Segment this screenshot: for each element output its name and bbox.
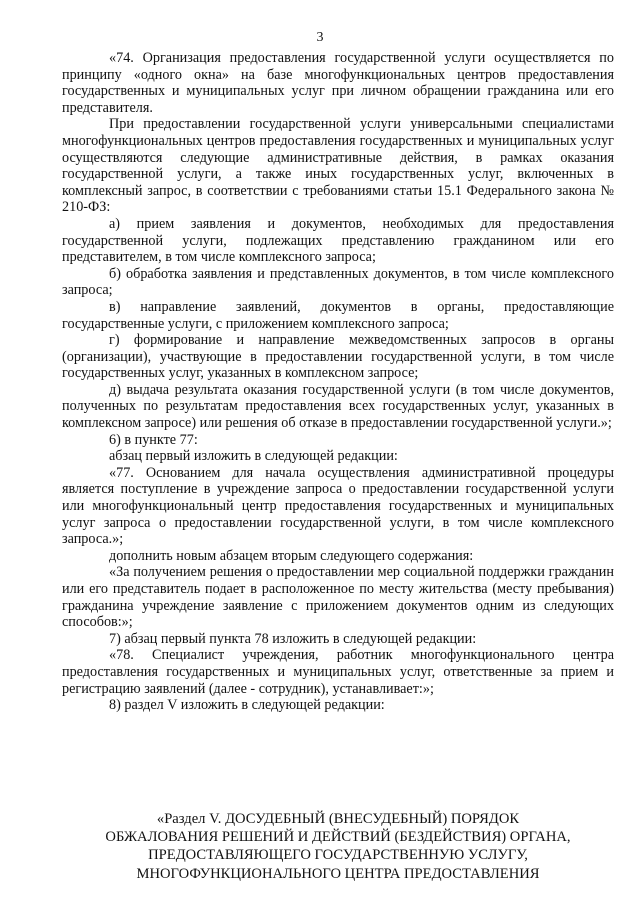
paragraph: «За получением решения о предоставлении мер социальной поддержки гражданин или его представитель подает в расположенное по месту жительства (месту пребывания) гражданина учреждение заявление с приложением документов одним из следующих способов:»; [62, 564, 614, 631]
paragraph: д) выдача результата оказания государственной услуги (в том числе документов, полученных по результатам предоставления всех государственных услуг, указанных в комплексном запросе) или решения об отказе в предоставлении государственной услуги.»; [62, 381, 614, 432]
paragraph: абзац первый изложить в следующей редакции: [109, 448, 398, 465]
section-heading [62, 810, 614, 883]
heading-line: ОБЖАЛОВАНИЯ РЕШЕНИЙ И ДЕЙСТВИЙ (БЕЗДЕЙСТВИЯ) ОРГАНА, [105, 829, 571, 846]
paragraph: г) формирование и направление межведомственных запросов в органы (организации), участвующие в предоставлении государственной услуги, в том числе государственных услуг, указанных в комплексном запросе; [62, 332, 614, 382]
heading-line: ПРЕДОСТАВЛЯЮЩЕГО ГОСУДАРСТВЕННУЮ УСЛУГУ, [148, 847, 528, 864]
document-body [62, 50, 614, 714]
paragraph: дополнить новым абзацем вторым следующего содержания: [109, 547, 474, 564]
paragraph: «78. Специалист учреждения, работник многофункционального центра предоставления государственных и муниципальных услуг, ответственные за прием и регистрацию заявлений (далее - сотрудник), устанавливает:»; [62, 647, 614, 697]
page-number: 3 [316, 30, 324, 45]
paragraph: 8) раздел V изложить в следующей редакции: [109, 697, 385, 714]
paragraph: а) прием заявления и документов, необходимых для предоставления государственной услуги, подлежащих представлению гражданином или его представителем, в том числе комплексного запроса; [62, 215, 614, 266]
paragraph: 7) абзац первый пункта 78 изложить в следующей редакции: [109, 630, 477, 647]
paragraph: б) обработка заявления и представленных документов, в том числе комплексного запроса; [62, 265, 614, 299]
paragraph: «77. Основанием для начала осуществления административной процедуры является поступление в учреждение запроса о предоставлении государственной услуги или многофункциональный центр предоставления государственных и муниципальных услуг запроса о предоставлении государственной услуги, в том числе комплексного запроса.»; [62, 464, 614, 548]
paragraph: «74. Организация предоставления государственной услуги осуществляется по принципу «одного окна» на базе многофункциональных центров предоставления государственных и муниципальных услуг при личном обращении гражданина или его представителя. [62, 50, 614, 116]
heading-line: МНОГОФУНКЦИОНАЛЬНОГО ЦЕНТРА ПРЕДОСТАВЛЕНИЯ [136, 865, 540, 882]
heading-line: «Раздел V. ДОСУДЕБНЫЙ (ВНЕСУДЕБНЫЙ) ПОРЯДОК [156, 811, 520, 827]
paragraph: 6) в пункте 77: [109, 431, 198, 448]
paragraph: При предоставлении государственной услуги универсальными специалистами многофункциональных центров предоставления государственных и муниципальных услуг осуществляются следующие административные действия, в рамках оказания государственной услуги, а также иных государственных услуг, включенных в комплексный запрос, в соответствии с требованиями статьи 15.1 Федерального закона № 210-ФЗ: [62, 116, 614, 216]
paragraph: в) направление заявлений, документов в органы, предоставляющие государственные услуги, с приложением комплексного запроса; [62, 298, 614, 332]
